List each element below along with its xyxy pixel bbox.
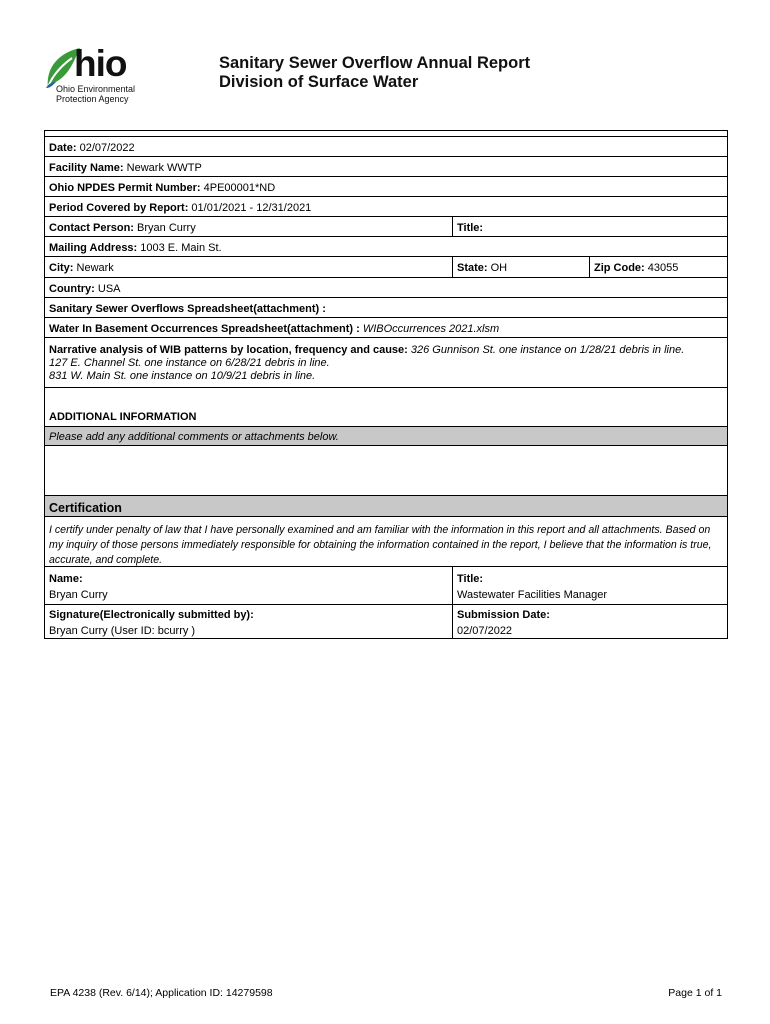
mailing-row (45, 237, 727, 257)
narrative-line-1: 326 Gunnison St. one instance on 1/28/21 debris in line. (410, 344, 685, 356)
narrative-line-3: 831 W. Main St. one instance on 10/9/21 debris in line. (49, 370, 316, 382)
city-row (45, 257, 727, 278)
date-label: Date: (49, 142, 77, 154)
additional-heading-row (45, 388, 727, 426)
mailing-label: Mailing Address: (49, 242, 138, 254)
report-title: Sanitary Sewer Overflow Annual Report (219, 54, 531, 72)
report-form (44, 130, 728, 639)
permit-row (45, 177, 727, 197)
mailing-value: 1003 E. Main St. (140, 242, 222, 254)
date-row (45, 137, 727, 157)
facility-label: Facility Name: (49, 162, 124, 174)
page-number: Page 1 of 1 (668, 987, 722, 999)
logo-subtitle: Ohio Environmental Protection Agency (56, 84, 136, 104)
signature-row (45, 605, 727, 639)
additional-prompt: Please add any additional comments or attachments below. (49, 431, 339, 443)
name-title-row (45, 567, 727, 605)
logo-word: hio (74, 43, 127, 84)
ohio-epa-logo (44, 44, 154, 108)
sso-label: Sanitary Sewer Overflows Spreadsheet(attachment) : (49, 303, 326, 315)
cert-title-label: Title: (457, 573, 484, 585)
facility-row (45, 157, 727, 177)
form-footer-id: EPA 4238 (Rev. 6/14); Application ID: 14279598 (50, 987, 273, 999)
signature-value: Bryan Curry (User ID: bcurry ) (49, 625, 196, 637)
city-value: Newark (76, 262, 114, 274)
name-value: Bryan Curry (49, 589, 108, 601)
period-row (45, 197, 727, 217)
state-value: OH (490, 262, 508, 274)
city-label: City: (49, 262, 74, 274)
report-header (219, 54, 530, 92)
certification-heading: Certification (49, 501, 122, 515)
state-label: State: (457, 262, 488, 274)
additional-prompt-row (45, 426, 727, 446)
contact-title-label: Title: (457, 222, 484, 234)
date-value: 02/07/2022 (79, 142, 135, 154)
country-row (45, 278, 727, 298)
submission-date-value: 02/07/2022 (457, 625, 513, 637)
certification-statement: I certify under penalty of law that I have personally examined and am familiar with the information in this report and all attachments. Based on my inquiry of those persons immediately responsible for obtaining the information contained in the report, I believe that the information is true, accurate, and complete. (49, 524, 712, 566)
country-label: Country: (49, 283, 95, 295)
facility-value: Newark WWTP (126, 162, 202, 174)
permit-label: Ohio NPDES Permit Number: (49, 182, 201, 194)
contact-label: Contact Person: (49, 222, 134, 234)
wib-attachment[interactable]: WIBOccurrences 2021.xlsm (362, 323, 500, 335)
period-label: Period Covered by Report: (49, 202, 189, 214)
sso-row (45, 298, 727, 318)
additional-heading: ADDITIONAL INFORMATION (49, 411, 197, 423)
certification-statement-row (45, 517, 727, 567)
permit-value: 4PE00001*ND (203, 182, 276, 194)
zip-label: Zip Code: (594, 262, 645, 274)
wib-row (45, 318, 727, 338)
additional-content-row (45, 446, 727, 496)
division-title: Division of Surface Water (219, 73, 419, 91)
contact-value: Bryan Curry (137, 222, 196, 234)
narrative-row (45, 338, 727, 388)
zip-value: 43055 (647, 262, 679, 274)
country-value: USA (97, 283, 121, 295)
submission-date-label: Submission Date: (457, 609, 550, 621)
signature-label: Signature(Electronically submitted by): (49, 609, 254, 621)
cert-title-value: Wastewater Facilities Manager (457, 589, 607, 601)
form-top-spacer (45, 130, 727, 137)
wib-label: Water In Basement Occurrences Spreadsheet(attachment) : (49, 323, 360, 335)
narrative-line-2: 127 E. Channel St. one instance on 6/28/21 debris in line. (49, 357, 330, 369)
period-value: 01/01/2021 - 12/31/2021 (191, 202, 312, 214)
certification-heading-row (45, 496, 727, 517)
name-label: Name: (49, 573, 83, 585)
additional-content[interactable] (45, 446, 727, 495)
narrative-label: Narrative analysis of WIB patterns by location, frequency and cause: (49, 344, 408, 356)
contact-row (45, 217, 727, 237)
